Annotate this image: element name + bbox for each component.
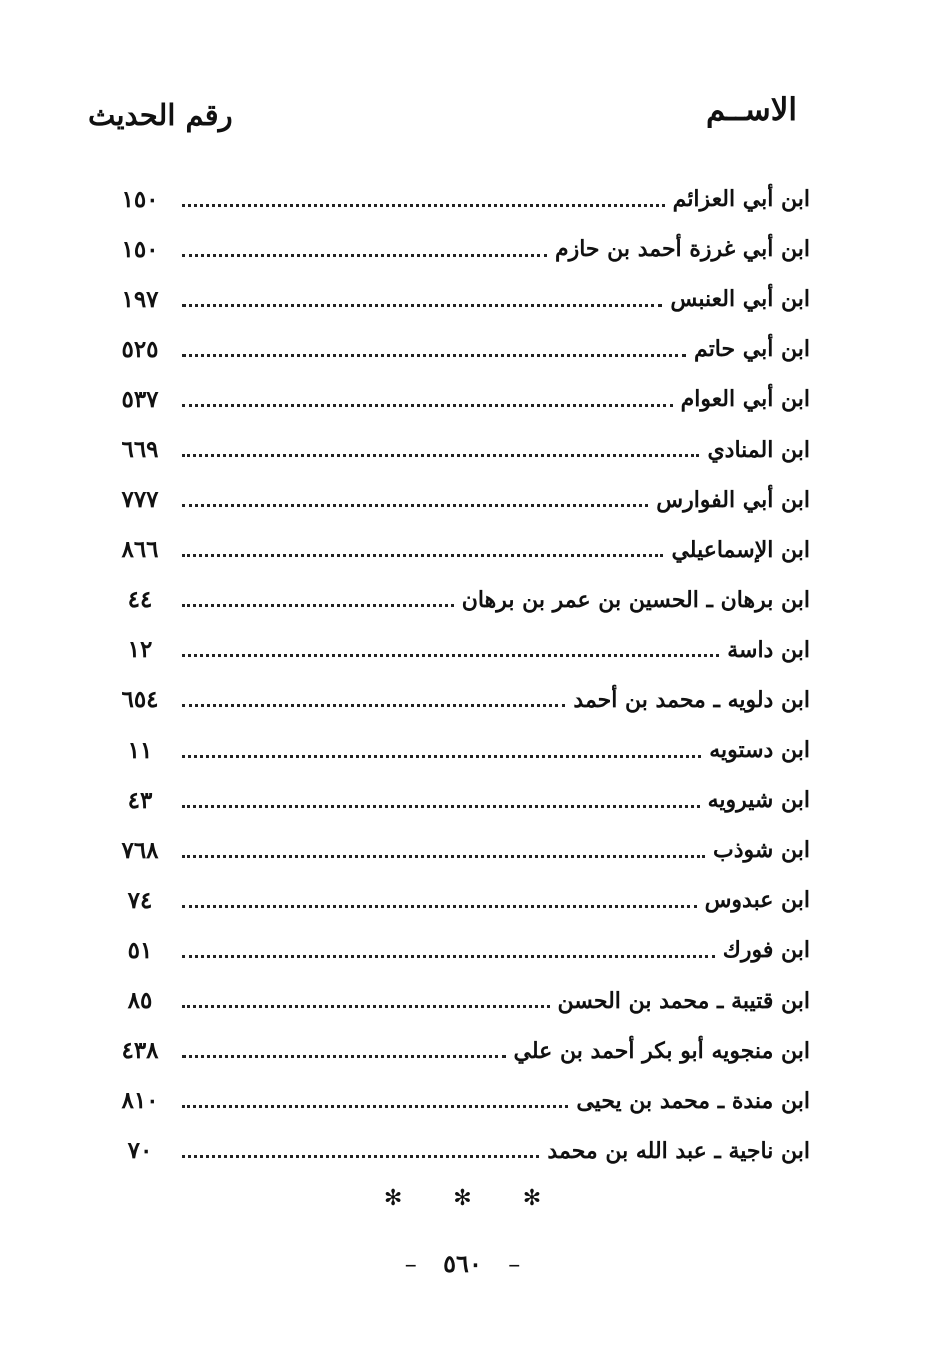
hadith-number: ٥١	[127, 936, 153, 964]
index-entry	[110, 1026, 810, 1076]
dotted-leader	[182, 755, 701, 758]
dotted-leader	[182, 1055, 506, 1058]
index-entry	[110, 1126, 810, 1176]
index-entry	[110, 625, 810, 675]
narrator-name: ابن أبي حاتم	[694, 336, 810, 363]
index-entry	[110, 274, 810, 324]
dotted-leader	[182, 454, 699, 457]
index-entry	[110, 675, 810, 725]
narrator-name: ابن دلويه ـ محمد بن أحمد	[573, 686, 810, 713]
dotted-leader	[182, 504, 648, 507]
narrator-name: ابن داسة	[727, 636, 810, 663]
ornament-divider	[0, 1186, 925, 1211]
narrator-name: ابن منجويه أبو بكر أحمد بن علي	[513, 1037, 810, 1064]
hadith-number: ٦٥٤	[121, 686, 159, 714]
narrator-name: ابن المنادي	[707, 436, 810, 463]
dotted-leader	[182, 204, 665, 207]
dotted-leader	[182, 404, 673, 407]
narrator-name: ابن أبي العزائم	[672, 186, 810, 213]
number-column-heading: رقم الحديث	[88, 98, 233, 132]
narrator-name: ابن أبي العنبس	[670, 286, 810, 313]
ornament-star-icon: ✻	[453, 1186, 472, 1211]
index-entry	[110, 575, 810, 625]
index-entry	[110, 424, 810, 474]
hadith-number: ٥٢٥	[121, 335, 159, 363]
dotted-leader	[182, 654, 719, 657]
dotted-leader	[182, 955, 715, 958]
index-entry	[110, 525, 810, 575]
dotted-leader	[182, 905, 697, 908]
index-entry	[110, 224, 810, 274]
hadith-number: ٤٣٨	[121, 1037, 159, 1065]
page-number-dash-left: –	[404, 1250, 417, 1278]
hadith-number: ٤٤	[127, 586, 153, 614]
hadith-number: ٧٠	[127, 1137, 153, 1165]
narrator-name: ابن شيرويه	[707, 787, 810, 814]
dotted-leader	[182, 554, 663, 557]
hadith-number: ١٥٠	[121, 235, 159, 263]
hadith-number: ٨٥	[127, 987, 153, 1015]
dotted-leader	[182, 304, 662, 307]
hadith-number: ٧٧٧	[121, 486, 159, 514]
index-entry	[110, 976, 810, 1026]
dotted-leader	[182, 855, 705, 858]
index-entry	[110, 174, 810, 224]
index-entry	[110, 1076, 810, 1126]
narrator-name: ابن برهان ـ الحسين بن عمر بن برهان	[461, 586, 810, 613]
narrator-name: ابن مندة ـ محمد بن يحيى	[576, 1087, 810, 1114]
page-number-value: ٥٦٠	[443, 1249, 482, 1278]
index-list	[110, 174, 810, 1176]
dotted-leader	[182, 1105, 568, 1108]
index-entry	[110, 875, 810, 925]
index-entry	[110, 374, 810, 424]
narrator-name: ابن أبي غرزة أحمد بن حازم	[554, 236, 810, 263]
hadith-number: ١١	[127, 736, 153, 764]
index-entry	[110, 925, 810, 975]
hadith-number: ٨١٠	[121, 1087, 159, 1115]
index-entry	[110, 825, 810, 875]
page-number	[0, 1249, 925, 1278]
dotted-leader	[182, 1005, 550, 1008]
index-entry	[110, 324, 810, 374]
narrator-name: ابن الإسماعيلي	[671, 536, 810, 563]
dotted-leader	[182, 704, 565, 707]
narrator-name: ابن فورك	[722, 937, 810, 964]
narrator-name: ابن دستويه	[709, 737, 810, 764]
narrator-name: ابن أبي الفوارس	[656, 486, 810, 513]
ornament-star-icon: ✻	[383, 1186, 403, 1211]
name-column-heading: الاســم	[705, 92, 797, 128]
narrator-name: ابن شوذب	[713, 837, 810, 864]
hadith-number: ٨٦٦	[121, 536, 159, 564]
hadith-number: ٧٤	[127, 886, 153, 914]
narrator-name: ابن قتيبة ـ محمد بن الحسن	[557, 987, 810, 1014]
hadith-number: ١٩٧	[121, 285, 159, 313]
page-number-dash-right: –	[508, 1250, 521, 1278]
hadith-number: ٥٣٧	[121, 385, 159, 413]
narrator-name: ابن عبدوس	[704, 887, 810, 914]
dotted-leader	[182, 254, 547, 257]
dotted-leader	[182, 354, 686, 357]
hadith-number: ٦٦٩	[121, 436, 159, 464]
hadith-number: ١٥٠	[121, 185, 159, 213]
index-entry	[110, 775, 810, 825]
ornament-star-icon: ✻	[522, 1186, 542, 1211]
hadith-number: ٤٣	[127, 786, 153, 814]
narrator-name: ابن ناجية ـ عبد الله بن محمد	[547, 1137, 810, 1164]
dotted-leader	[182, 1155, 539, 1158]
index-entry	[110, 475, 810, 525]
hadith-number: ٧٦٨	[121, 836, 159, 864]
hadith-number: ١٢	[127, 636, 153, 664]
narrator-name: ابن أبي العوام	[680, 386, 810, 413]
dotted-leader	[182, 604, 454, 607]
index-entry	[110, 725, 810, 775]
dotted-leader	[182, 805, 700, 808]
